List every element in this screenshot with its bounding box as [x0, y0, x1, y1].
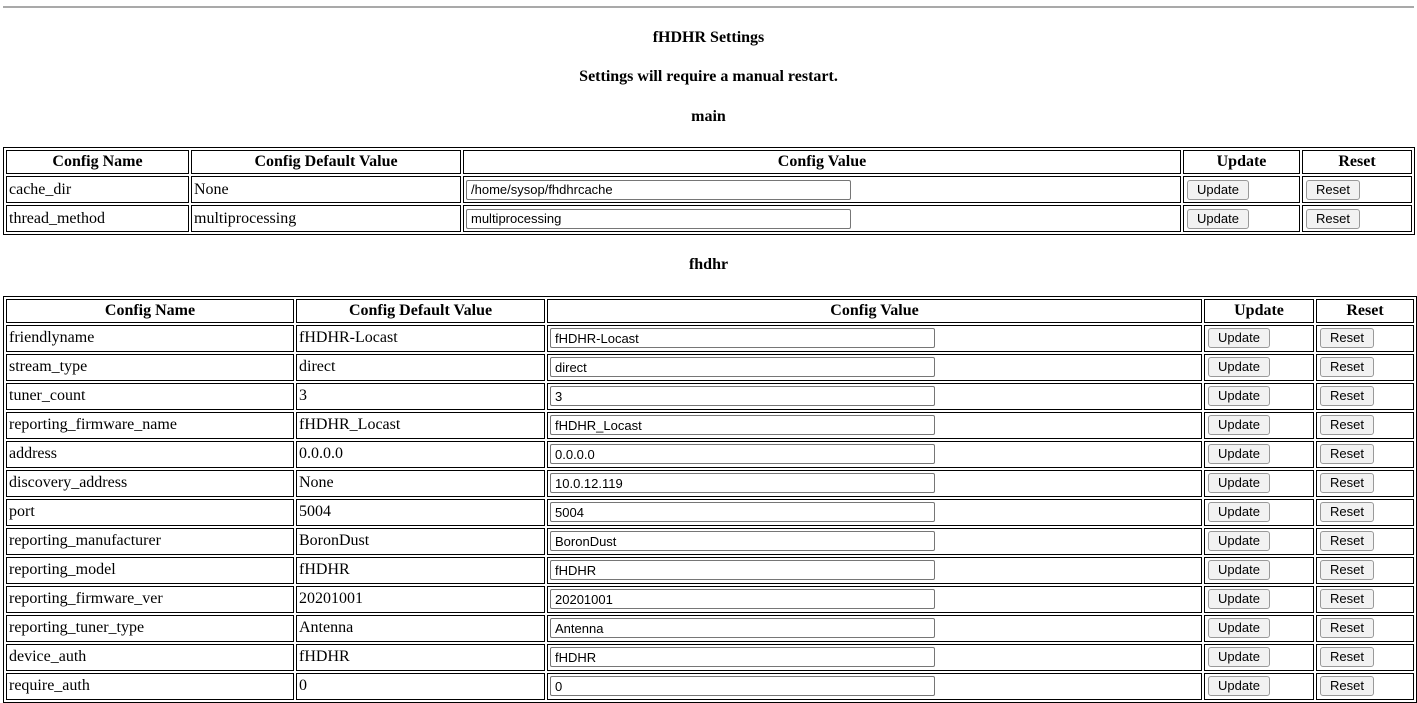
config-value-input[interactable] [550, 647, 935, 667]
config-name-cell: reporting_tuner_type [6, 615, 294, 642]
update-cell [1204, 586, 1314, 613]
reset-cell [1316, 586, 1414, 613]
column-header-config-default: Config Default Value [296, 299, 545, 323]
config-row [6, 644, 1414, 671]
update-cell [1204, 557, 1314, 584]
config-value-input[interactable] [550, 473, 935, 493]
column-header-update: Update [1204, 299, 1314, 323]
config-row [6, 205, 1412, 232]
reset-cell [1316, 528, 1414, 555]
column-header-update: Update [1183, 150, 1300, 174]
update-button[interactable]: Update [1208, 473, 1270, 493]
config-value-cell [463, 176, 1181, 203]
config-name-cell: require_auth [6, 673, 294, 700]
config-value-cell [547, 325, 1202, 352]
config-name-cell: discovery_address [6, 470, 294, 497]
config-default-cell: 20201001 [296, 586, 545, 613]
config-row [6, 586, 1414, 613]
config-row [6, 615, 1414, 642]
config-default-cell: multiprocessing [191, 205, 461, 232]
page-title: fHDHR Settings [652, 29, 765, 46]
config-default-cell: None [296, 470, 545, 497]
config-default-cell: 3 [296, 383, 545, 410]
update-cell [1204, 673, 1314, 700]
reset-button[interactable]: Reset [1320, 618, 1374, 638]
config-default-cell: 0.0.0.0 [296, 441, 545, 468]
update-cell [1204, 615, 1314, 642]
update-cell [1204, 499, 1314, 526]
update-cell [1204, 644, 1314, 671]
config-value-input[interactable] [550, 386, 935, 406]
config-row [6, 441, 1414, 468]
config-value-cell [547, 354, 1202, 381]
update-cell [1204, 412, 1314, 439]
config-value-cell [547, 441, 1202, 468]
reset-cell [1316, 412, 1414, 439]
config-default-cell: direct [296, 354, 545, 381]
config-default-cell: BoronDust [296, 528, 545, 555]
config-value-input[interactable] [550, 444, 935, 464]
update-cell [1183, 176, 1300, 203]
reset-button[interactable]: Reset [1320, 502, 1374, 522]
update-cell [1204, 383, 1314, 410]
config-row [6, 412, 1414, 439]
config-default-cell: fHDHR [296, 557, 545, 584]
reset-cell [1316, 673, 1414, 700]
main-config-table [3, 147, 1415, 235]
config-row [6, 354, 1414, 381]
reset-button[interactable]: Reset [1306, 209, 1360, 229]
column-header-reset: Reset [1302, 150, 1412, 174]
config-row [6, 383, 1414, 410]
reset-cell [1316, 441, 1414, 468]
config-name-cell: reporting_model [6, 557, 294, 584]
config-value-input[interactable] [550, 618, 935, 638]
update-button[interactable]: Update [1208, 589, 1270, 609]
config-default-cell: None [191, 176, 461, 203]
config-value-input[interactable] [550, 415, 935, 435]
config-value-input[interactable] [550, 589, 935, 609]
config-name-cell: address [6, 441, 294, 468]
reset-button[interactable]: Reset [1320, 647, 1374, 667]
reset-cell [1316, 354, 1414, 381]
update-button[interactable]: Update [1208, 502, 1270, 522]
section-heading-fhdhr: fhdhr [688, 256, 729, 274]
column-header-config-name: Config Name [6, 150, 189, 174]
reset-button[interactable]: Reset [1320, 444, 1374, 464]
config-value-cell [547, 586, 1202, 613]
reset-cell [1302, 176, 1412, 203]
config-default-cell: 0 [296, 673, 545, 700]
column-header-config-value: Config Value [463, 150, 1181, 174]
config-row [6, 528, 1414, 555]
reset-button[interactable]: Reset [1306, 180, 1360, 200]
config-default-cell: fHDHR-Locast [296, 325, 545, 352]
config-value-input[interactable] [550, 328, 935, 348]
reset-button[interactable]: Reset [1320, 531, 1374, 551]
update-cell [1204, 325, 1314, 352]
column-header-config-default: Config Default Value [191, 150, 461, 174]
config-value-cell [547, 383, 1202, 410]
column-header-reset: Reset [1316, 299, 1414, 323]
reset-button[interactable]: Reset [1320, 357, 1374, 377]
config-value-input[interactable] [550, 502, 935, 522]
table-header-row [6, 150, 1412, 174]
config-value-cell [547, 644, 1202, 671]
update-button[interactable]: Update [1187, 180, 1249, 200]
update-button[interactable]: Update [1208, 618, 1270, 638]
update-button[interactable]: Update [1208, 415, 1270, 435]
update-button[interactable]: Update [1208, 560, 1270, 580]
config-value-cell [547, 528, 1202, 555]
reset-button[interactable]: Reset [1320, 415, 1374, 435]
config-value-cell [547, 673, 1202, 700]
config-row [6, 557, 1414, 584]
reset-button[interactable]: Reset [1320, 589, 1374, 609]
config-row [6, 673, 1414, 700]
update-button[interactable]: Update [1208, 531, 1270, 551]
config-name-cell: stream_type [6, 354, 294, 381]
config-default-cell: 5004 [296, 499, 545, 526]
config-name-cell: cache_dir [6, 176, 189, 203]
config-row [6, 176, 1412, 203]
reset-button[interactable]: Reset [1320, 676, 1374, 696]
reset-cell [1316, 383, 1414, 410]
config-name-cell: thread_method [6, 205, 189, 232]
config-value-input[interactable] [550, 357, 935, 377]
update-button[interactable]: Update [1208, 386, 1270, 406]
config-value-cell [547, 499, 1202, 526]
update-button[interactable]: Update [1208, 328, 1270, 348]
window-top-edge [3, 6, 1414, 8]
config-name-cell: reporting_firmware_name [6, 412, 294, 439]
config-value-input[interactable] [466, 180, 851, 200]
reset-button[interactable]: Reset [1320, 386, 1374, 406]
config-value-cell [547, 470, 1202, 497]
update-cell [1204, 354, 1314, 381]
reset-cell [1316, 644, 1414, 671]
settings-page [0, 6, 1417, 703]
config-value-cell [463, 205, 1181, 232]
config-name-cell: reporting_manufacturer [6, 528, 294, 555]
reset-cell [1316, 470, 1414, 497]
update-cell [1204, 441, 1314, 468]
page-subtitle: Settings will require a manual restart. [579, 68, 838, 86]
config-value-cell [547, 557, 1202, 584]
reset-button[interactable]: Reset [1320, 473, 1374, 493]
column-header-config-value: Config Value [547, 299, 1202, 323]
config-row [6, 499, 1414, 526]
update-button[interactable]: Update [1208, 676, 1270, 696]
reset-button[interactable]: Reset [1320, 560, 1374, 580]
config-name-cell: tuner_count [6, 383, 294, 410]
reset-cell [1316, 615, 1414, 642]
update-cell [1204, 528, 1314, 555]
reset-cell [1316, 325, 1414, 352]
config-name-cell: reporting_firmware_ver [6, 586, 294, 613]
column-header-config-name: Config Name [6, 299, 294, 323]
reset-cell [1316, 557, 1414, 584]
update-button[interactable]: Update [1187, 209, 1249, 229]
config-default-cell: fHDHR_Locast [296, 412, 545, 439]
config-default-cell: fHDHR [296, 644, 545, 671]
update-cell [1204, 470, 1314, 497]
update-button[interactable]: Update [1208, 357, 1270, 377]
config-row [6, 470, 1414, 497]
reset-cell [1316, 499, 1414, 526]
update-cell [1183, 205, 1300, 232]
config-name-cell: port [6, 499, 294, 526]
table-header-row [6, 299, 1414, 323]
reset-button[interactable]: Reset [1320, 328, 1374, 348]
config-name-cell: friendlyname [6, 325, 294, 352]
update-button[interactable]: Update [1208, 647, 1270, 667]
update-button[interactable]: Update [1208, 444, 1270, 464]
fhdhr-config-table [3, 296, 1417, 703]
config-value-input[interactable] [550, 560, 935, 580]
config-row [6, 325, 1414, 352]
config-default-cell: Antenna [296, 615, 545, 642]
config-value-input[interactable] [550, 531, 935, 551]
reset-cell [1302, 205, 1412, 232]
config-value-input[interactable] [466, 209, 851, 229]
config-value-cell [547, 615, 1202, 642]
config-value-input[interactable] [550, 676, 935, 696]
config-value-cell [547, 412, 1202, 439]
config-name-cell: device_auth [6, 644, 294, 671]
section-heading-main: main [691, 107, 726, 125]
